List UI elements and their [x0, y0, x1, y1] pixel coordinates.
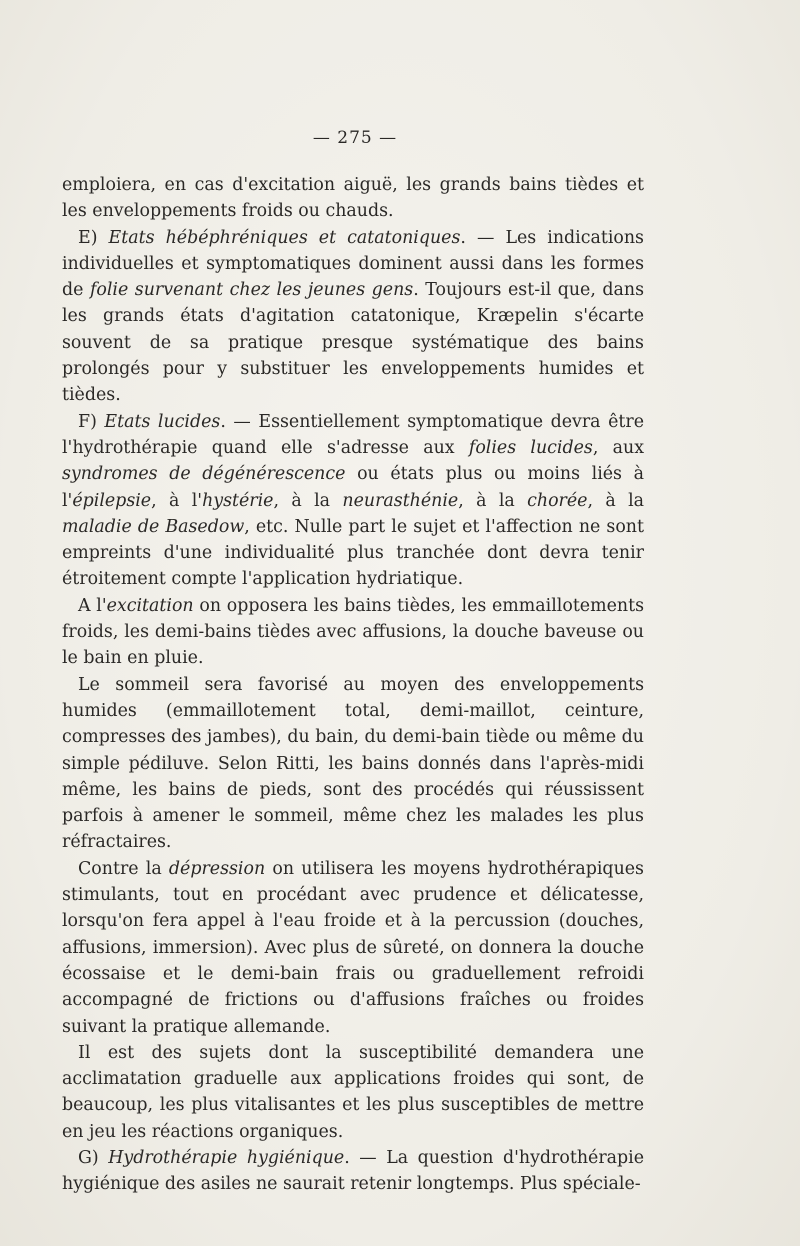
- italic-run: Hydrothérapie hygiénique: [108, 1147, 345, 1168]
- text-run: , aux: [592, 437, 645, 458]
- text-run: E): [78, 227, 109, 248]
- body-text: [62, 172, 644, 1198]
- text-run: . — Les indications individuelles et symptomatiques dominent aussi dans les formes de: [62, 227, 644, 301]
- italic-run: maladie de Basedow: [62, 516, 245, 537]
- text-run: . — Essentiellement symptomatique devra être l'hydrothérapie quand elle s'adresse aux: [62, 411, 644, 458]
- paragraph-depression: [62, 856, 644, 1040]
- italic-run: folies lucides: [468, 437, 593, 458]
- text-run: A l': [78, 595, 107, 616]
- text-run: , etc. Nulle part le sujet et l'affection ne sont empreints d'une individualité plus tranchée dont devra tenir étroitement compte l'application hydriatique.: [62, 516, 644, 590]
- italic-run: excitation: [106, 595, 194, 616]
- text-run: G): [78, 1147, 109, 1168]
- text-run: emploiera, en cas d'excitation aiguë, les grands bains tièdes et les enveloppements froids ou chauds.: [62, 175, 644, 222]
- italic-run: syndromes de dégénérescence: [62, 464, 346, 485]
- paragraph-sommeil: [62, 672, 644, 856]
- text-run: Il est des sujets dont la susceptibilité demandera une acclimatation graduelle aux applications froides qui sont, de beaucoup, les plus vitalisantes et les plus susceptibles de mettre en jeu les réactions organiques.: [62, 1042, 644, 1142]
- italic-run: chorée: [527, 490, 588, 511]
- italic-run: folie survenant chez les jeunes gens: [89, 280, 414, 301]
- paragraph-section-e: [62, 225, 644, 409]
- text-run: . Toujours est-il que, dans les grands états d'agitation catatonique, Kræpelin s'écarte souvent de sa pratique presque systématique des bains prolongés pour y substituer les enveloppements humides et tièdes.: [62, 280, 645, 406]
- text-run: , à la: [458, 490, 528, 511]
- paragraph-acclimatation: [62, 1040, 644, 1145]
- text-run: Le sommeil sera favorisé au moyen des enveloppements humides (emmaillotement total, demi-maillot, ceinture, compresses des jambes), du bain, du demi-bain tiède ou même du simple pédiluve. Selon Ritti, les bains donnés dans l'après-midi même, les bains de pieds, sont des procédés qui réussissent parfois à amener le sommeil, même chez les malades les plus réfractaires.: [62, 674, 644, 853]
- page-number: — 275 —: [312, 128, 398, 148]
- text-run: , à la: [273, 490, 343, 511]
- italic-run: hystérie: [202, 490, 274, 511]
- paragraph-excitation: [62, 593, 644, 672]
- italic-run: dépression: [168, 858, 266, 879]
- paragraph-continuation: [62, 172, 644, 225]
- italic-run: épilepsie: [72, 490, 152, 511]
- italic-run: neurasthénie: [342, 490, 459, 511]
- text-run: ou états plus ou moins liés à l': [62, 464, 644, 511]
- text-run: , à l': [151, 490, 203, 511]
- paragraph-section-g: [62, 1145, 644, 1198]
- paragraph-section-f: [62, 409, 644, 593]
- text-run: . — La question d'hydrothérapie hygiénique des asiles ne saurait retenir longtemps. Plus spéciale-: [62, 1147, 644, 1195]
- text-run: Contre la: [78, 858, 169, 879]
- text-run: , à la: [587, 490, 644, 511]
- italic-run: Etats hébéphréniques et catatoniques: [108, 227, 461, 248]
- text-run: F): [78, 411, 105, 432]
- text-run: on utilisera les moyens hydrothérapiques stimulants, tout en procédant avec prudence et délicatesse, lorsqu'on fera appel à l'eau froide et à la percussion (douches, affusions, immersion). Avec plus de sûreté, on donnera la douche écossaise et le demi-bain frais ou graduellement refroidi accompagné de frictions ou d'affusions fraîches ou froides suivant la pratique allemande.: [62, 858, 644, 1037]
- text-run: on opposera les bains tièdes, les emmaillotements froids, les demi-bains tièdes avec affusions, la douche baveuse ou le bain en pluie.: [62, 595, 644, 669]
- italic-run: Etats lucides: [104, 411, 221, 432]
